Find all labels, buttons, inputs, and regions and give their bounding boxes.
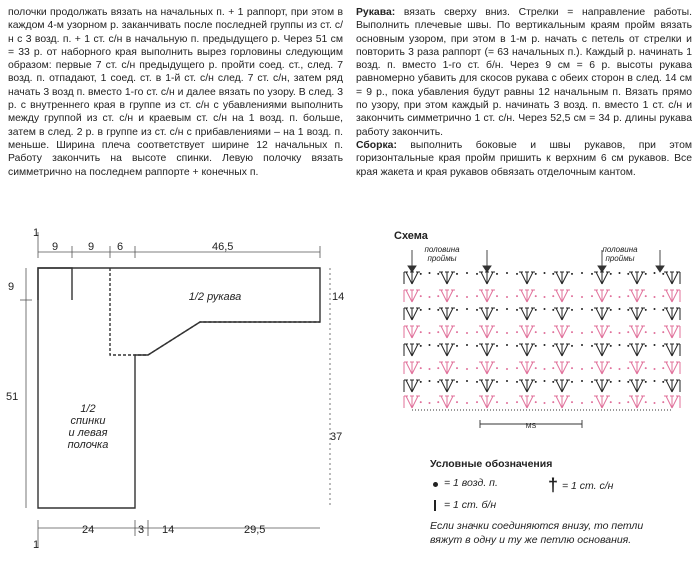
chain-dot bbox=[662, 295, 664, 297]
stitch-group bbox=[629, 396, 645, 408]
chain-dot bbox=[610, 295, 612, 297]
chain-dot bbox=[516, 367, 518, 369]
chain-dot bbox=[456, 309, 458, 311]
dim-top-2: 9 bbox=[88, 241, 95, 253]
dim-right-1: 14 bbox=[332, 291, 345, 303]
chain-dot bbox=[571, 273, 573, 275]
stitch-group bbox=[629, 272, 645, 284]
chain-dot bbox=[645, 367, 647, 369]
stitch-group bbox=[519, 380, 535, 392]
chain-dot bbox=[591, 401, 593, 403]
stitch-group bbox=[554, 396, 570, 408]
chain-dot bbox=[654, 380, 656, 382]
stitch-group bbox=[629, 344, 645, 356]
stitch-group bbox=[519, 344, 535, 356]
chain-dot bbox=[429, 368, 431, 370]
chain-dot bbox=[535, 401, 537, 403]
chain-dot bbox=[619, 380, 621, 382]
chain-dot bbox=[420, 367, 422, 369]
chain-dot bbox=[627, 295, 629, 297]
chain-dot bbox=[456, 367, 458, 369]
sleeves-title: Рукава: bbox=[356, 7, 396, 18]
crochet-chart bbox=[392, 228, 692, 443]
dim-top-4: 46,5 bbox=[212, 241, 234, 253]
chain-dot bbox=[516, 381, 518, 383]
stitch-group bbox=[594, 326, 610, 338]
chain-dot bbox=[619, 344, 621, 346]
chain-dot bbox=[506, 380, 508, 382]
sleeve-label: 1/2 рукава bbox=[188, 291, 242, 303]
chain-dot bbox=[571, 345, 573, 347]
chain-dot bbox=[420, 331, 422, 333]
chain-dot bbox=[654, 332, 656, 334]
chain-dot bbox=[496, 295, 498, 297]
right-instructions bbox=[356, 6, 692, 179]
chain-dot bbox=[506, 368, 508, 370]
left-instructions bbox=[8, 6, 343, 179]
chain-dot bbox=[429, 332, 431, 334]
chain-dot bbox=[516, 273, 518, 275]
chain-dot bbox=[535, 295, 537, 297]
chain-dot bbox=[437, 345, 439, 347]
body-outline bbox=[38, 268, 320, 508]
chain-dot bbox=[544, 332, 546, 334]
chain-dot bbox=[591, 345, 593, 347]
chain-dot bbox=[627, 401, 629, 403]
dim-bottom-1: 24 bbox=[82, 524, 95, 536]
chain-dot bbox=[571, 331, 573, 333]
stitch-group bbox=[594, 272, 610, 284]
chain-dot bbox=[466, 272, 468, 274]
dim-bottom-3: 14 bbox=[162, 524, 175, 536]
dim-left-1: 9 bbox=[8, 281, 15, 293]
chain-dot bbox=[591, 309, 593, 311]
dim-bottom-2: 3 bbox=[138, 524, 145, 536]
garment-schematic bbox=[0, 222, 392, 570]
chain-dot bbox=[506, 296, 508, 298]
chain-dot bbox=[496, 367, 498, 369]
chain-dot bbox=[476, 381, 478, 383]
chain-dot bbox=[437, 381, 439, 383]
chain-dot bbox=[437, 401, 439, 403]
chain-dot bbox=[496, 401, 498, 403]
chain-dot bbox=[610, 401, 612, 403]
stitch-group bbox=[404, 290, 420, 302]
stitch-group bbox=[479, 290, 495, 302]
stitch-group bbox=[479, 308, 495, 320]
stitch-group bbox=[439, 344, 455, 356]
chain-dot bbox=[645, 273, 647, 275]
chain-dot bbox=[420, 381, 422, 383]
stitch-group bbox=[404, 272, 420, 284]
chain-dot bbox=[466, 296, 468, 298]
chain-dot bbox=[420, 401, 422, 403]
chain-dot bbox=[496, 331, 498, 333]
chain-dot bbox=[506, 272, 508, 274]
stitch-group bbox=[664, 380, 680, 392]
repeat-label: MS bbox=[525, 423, 537, 430]
legend-sc-text: = 1 ст. б/н bbox=[444, 499, 497, 511]
chain-dot bbox=[544, 344, 546, 346]
chain-dot bbox=[645, 401, 647, 403]
chain-dot bbox=[466, 332, 468, 334]
stitch-group bbox=[439, 362, 455, 374]
chain-dot bbox=[654, 368, 656, 370]
stitch-group bbox=[629, 290, 645, 302]
chain-dot bbox=[466, 380, 468, 382]
chain-dot bbox=[506, 344, 508, 346]
chain-dot bbox=[506, 308, 508, 310]
chain-dot bbox=[516, 345, 518, 347]
dim-right-2: 37 bbox=[330, 431, 343, 443]
chain-dot bbox=[544, 368, 546, 370]
sleeves-paragraph bbox=[356, 6, 692, 139]
chain-dot bbox=[544, 296, 546, 298]
chain-dot bbox=[535, 345, 537, 347]
stitch-group bbox=[554, 290, 570, 302]
chain-dot bbox=[654, 308, 656, 310]
chain-dot bbox=[420, 273, 422, 275]
chain-dot bbox=[662, 401, 664, 403]
dim-top-3: 6 bbox=[117, 241, 124, 253]
stitch-group bbox=[554, 380, 570, 392]
legend-dc-text: = 1 ст. с/н bbox=[562, 480, 614, 492]
chain-dot bbox=[429, 272, 431, 274]
chain-dot bbox=[476, 367, 478, 369]
legend bbox=[400, 456, 690, 566]
chain-dot bbox=[456, 273, 458, 275]
chain-dot bbox=[662, 309, 664, 311]
stitch-group bbox=[629, 326, 645, 338]
chain-dot bbox=[420, 309, 422, 311]
body-label-3: и левая bbox=[68, 427, 108, 439]
chain-dot bbox=[581, 332, 583, 334]
chain-dot bbox=[581, 402, 583, 404]
chain-dot bbox=[476, 345, 478, 347]
left-text: полочки продолжать вязать на начальных п. + 1 раппорт, при этом в каждом 4-м узорном р. заканчивать после последней группы из ст. с/н с 3 возд. п. + 1 ст. с/н в начальную п. предыдущего р. Через 51 см = 33 р. от наборного края выполнить вырез горловины следующим образом: первые 7 ст. с/н предыдущего р. пройти соед. ст., след. 7 возд. п. отпадают, 1 соед. ст. в 1-й ст. с/н след. 7 ст. с/н, затем ряд начать 3 возд п. вместо 1-го ст. с/н и далее вязать по узору. В след. 3 р. с внутреннего края в группе из ст. с/н с убавлениями выполнить между группой из ст. с/н и краевым ст. с/н на 1 возд. п. больше, затем в след. 2 р. в группе из ст. с/н с прибавлениями – на 1 возд. п. меньше. Ширина плеча соответствует ширине 12 начальных п. Работу закончить на высоте спинки. Левую полочку вязать симметрично на последнем раппорте + конечных п. bbox=[8, 7, 343, 178]
stitch-group bbox=[554, 362, 570, 374]
half-armhole-left-1: половина bbox=[424, 245, 460, 254]
chain-dot bbox=[552, 381, 554, 383]
neck-line bbox=[38, 268, 72, 300]
stitch-group bbox=[479, 380, 495, 392]
dimension-labels bbox=[6, 227, 344, 551]
chain-dot bbox=[429, 380, 431, 382]
stitch-group bbox=[554, 272, 570, 284]
chain-dot bbox=[429, 344, 431, 346]
chain-dot bbox=[535, 331, 537, 333]
stitch-group bbox=[479, 362, 495, 374]
chain-dot bbox=[496, 345, 498, 347]
chain-dot bbox=[654, 296, 656, 298]
chain-dot bbox=[627, 367, 629, 369]
stitch-group bbox=[404, 326, 420, 338]
chain-dot bbox=[476, 295, 478, 297]
stitch-group bbox=[594, 290, 610, 302]
stitch-group bbox=[629, 380, 645, 392]
chain-dot bbox=[645, 309, 647, 311]
chain-dot bbox=[429, 402, 431, 404]
stitch-group bbox=[664, 308, 680, 320]
chain-dot bbox=[627, 331, 629, 333]
chain-dot bbox=[571, 381, 573, 383]
stitch-group bbox=[439, 380, 455, 392]
chain-dot bbox=[496, 273, 498, 275]
legend-chain-text: = 1 возд. п. bbox=[444, 477, 498, 489]
chain-dot bbox=[516, 401, 518, 403]
half-armhole-right-1: половина bbox=[602, 245, 638, 254]
chain-dot bbox=[535, 309, 537, 311]
stitch-group bbox=[594, 396, 610, 408]
chain-dot bbox=[627, 345, 629, 347]
chain-dot bbox=[662, 381, 664, 383]
chain-dot bbox=[662, 367, 664, 369]
double-crochet-icon: † bbox=[548, 475, 559, 495]
chain-dot bbox=[506, 402, 508, 404]
sleeves-text: вязать сверху вниз. Стрелки = направление работы. Выполнить плечевые швы. По вертикальным краям пройм вязать основным узором, при этом в 1-м р. начать с петель от стрелки и повторить 3 раза раппорт (= 63 начальных п.). Каждый р. начинать 1 возд. п. вместо 1-го ст. б/н. Через 9 см = 6 р. высоты рукава равномерно убавить для скосов рукава с обеих сторон в след. 14 см = 9 р., пока убавления будут равны 12 начальным п. Вязать прямо по узору, при этом каждый р. начинать 3 возд. п. вместо 1 ст. с/н и закончить симметрично 1 ст. с/н. Через 52,5 см = 34 р. длины рукава работу закончить. bbox=[356, 7, 692, 138]
stitch-group bbox=[664, 396, 680, 408]
chain-dot bbox=[429, 308, 431, 310]
chain-stitch-icon bbox=[433, 482, 438, 487]
chain-dot bbox=[662, 273, 664, 275]
chain-dot bbox=[552, 331, 554, 333]
chain-dot bbox=[591, 273, 593, 275]
legend-note-line-1: Если значки соединяются внизу, то петли bbox=[430, 520, 644, 532]
chain-dot bbox=[654, 344, 656, 346]
chain-dot bbox=[552, 345, 554, 347]
chain-dot bbox=[627, 309, 629, 311]
single-crochet-icon bbox=[434, 500, 436, 511]
tick-mark-bottom: 1 bbox=[33, 539, 40, 551]
assembly-title: Сборка: bbox=[356, 139, 397, 151]
legend-note-line-2: вяжут в одну и ту же петлю основания. bbox=[430, 534, 632, 546]
legend-title: Условные обозначения bbox=[430, 458, 553, 470]
body-label-1: 1/2 bbox=[80, 403, 96, 415]
stitch-group bbox=[554, 326, 570, 338]
stitch-group bbox=[664, 290, 680, 302]
chain-dot bbox=[544, 272, 546, 274]
stitch-group bbox=[664, 344, 680, 356]
stitch-group bbox=[519, 308, 535, 320]
chart-title: Схема bbox=[394, 230, 428, 242]
chain-dot bbox=[496, 309, 498, 311]
stitch-group bbox=[594, 380, 610, 392]
chain-dot bbox=[456, 295, 458, 297]
stitch-group bbox=[629, 362, 645, 374]
stitch-group bbox=[554, 308, 570, 320]
stitch-group bbox=[519, 290, 535, 302]
stitch-group bbox=[439, 290, 455, 302]
chain-dot bbox=[581, 296, 583, 298]
chain-dot bbox=[619, 272, 621, 274]
stitch-group bbox=[594, 308, 610, 320]
chain-dot bbox=[506, 332, 508, 334]
stitch-group bbox=[519, 362, 535, 374]
chain-dot bbox=[466, 344, 468, 346]
stitch-group bbox=[439, 326, 455, 338]
stitch-group bbox=[479, 344, 495, 356]
body-label-2: спинки bbox=[70, 415, 106, 427]
stitch-group bbox=[554, 344, 570, 356]
chain-dot bbox=[619, 402, 621, 404]
chain-dot bbox=[619, 332, 621, 334]
chain-dot bbox=[535, 273, 537, 275]
chain-dot bbox=[571, 401, 573, 403]
stitch-group bbox=[664, 272, 680, 284]
chain-dot bbox=[645, 381, 647, 383]
chain-dot bbox=[544, 308, 546, 310]
chain-dot bbox=[591, 331, 593, 333]
dim-left-2: 51 bbox=[6, 391, 19, 403]
stitch-group bbox=[629, 308, 645, 320]
chain-dot bbox=[552, 295, 554, 297]
half-armhole-left-2: проймы bbox=[427, 254, 457, 263]
stitch-group bbox=[439, 396, 455, 408]
chain-dot bbox=[610, 367, 612, 369]
stitch-group bbox=[479, 396, 495, 408]
chain-dot bbox=[610, 273, 612, 275]
chain-dot bbox=[535, 367, 537, 369]
chain-dot bbox=[581, 272, 583, 274]
chain-dot bbox=[516, 309, 518, 311]
sleeve-outline bbox=[110, 268, 320, 355]
stitch-group bbox=[664, 362, 680, 374]
stitch-group bbox=[594, 344, 610, 356]
dim-bottom-4: 29,5 bbox=[244, 524, 266, 536]
chain-dot bbox=[645, 295, 647, 297]
chain-dot bbox=[466, 308, 468, 310]
chain-dot bbox=[552, 309, 554, 311]
half-armhole-right-2: проймы bbox=[605, 254, 635, 263]
dim-top-1: 9 bbox=[52, 241, 59, 253]
chain-dot bbox=[544, 380, 546, 382]
chain-dot bbox=[581, 308, 583, 310]
tick-mark-top: 1 bbox=[33, 227, 40, 239]
stitch-group bbox=[594, 362, 610, 374]
chain-dot bbox=[619, 296, 621, 298]
chain-dot bbox=[437, 367, 439, 369]
chain-dot bbox=[627, 273, 629, 275]
stitch-group bbox=[519, 396, 535, 408]
assembly-paragraph bbox=[356, 139, 692, 179]
stitch-group bbox=[404, 308, 420, 320]
chain-dot bbox=[552, 367, 554, 369]
chain-dot bbox=[476, 331, 478, 333]
chain-dot bbox=[591, 295, 593, 297]
chain-dot bbox=[476, 309, 478, 311]
chain-dot bbox=[466, 368, 468, 370]
stitch-group bbox=[519, 272, 535, 284]
stitch-group bbox=[439, 308, 455, 320]
body-label-4: полочка bbox=[67, 439, 109, 451]
chain-dot bbox=[571, 367, 573, 369]
chain-dot bbox=[591, 367, 593, 369]
chart-rows bbox=[404, 272, 680, 408]
chain-dot bbox=[619, 368, 621, 370]
stitch-group bbox=[404, 396, 420, 408]
chain-dot bbox=[645, 345, 647, 347]
chain-dot bbox=[610, 345, 612, 347]
stitch-group bbox=[404, 344, 420, 356]
chain-dot bbox=[437, 309, 439, 311]
chain-dot bbox=[516, 331, 518, 333]
chain-dot bbox=[581, 368, 583, 370]
chain-dot bbox=[581, 344, 583, 346]
chain-dot bbox=[420, 295, 422, 297]
chain-dot bbox=[437, 295, 439, 297]
chain-dot bbox=[466, 402, 468, 404]
chain-dot bbox=[619, 308, 621, 310]
stitch-group bbox=[664, 326, 680, 338]
chain-dot bbox=[429, 296, 431, 298]
chain-dot bbox=[591, 381, 593, 383]
chain-dot bbox=[456, 381, 458, 383]
assembly-text: выполнить боковые и швы рукавов, при этом горизонтальные края пройм пришить к верхним 6 см рукавов. Все края жакета и края рукавов обвязать отделочным кантом. bbox=[356, 139, 692, 178]
chain-dot bbox=[476, 273, 478, 275]
chain-dot bbox=[456, 331, 458, 333]
chain-dot bbox=[437, 273, 439, 275]
stitch-group bbox=[479, 272, 495, 284]
chain-dot bbox=[456, 345, 458, 347]
chain-dot bbox=[645, 331, 647, 333]
chain-dot bbox=[581, 380, 583, 382]
chain-dot bbox=[544, 402, 546, 404]
chain-dot bbox=[610, 309, 612, 311]
stitch-group bbox=[439, 272, 455, 284]
stitch-group bbox=[404, 380, 420, 392]
stitch-group bbox=[479, 326, 495, 338]
chain-dot bbox=[610, 381, 612, 383]
chain-dot bbox=[662, 345, 664, 347]
chain-dot bbox=[654, 272, 656, 274]
stitch-group bbox=[519, 326, 535, 338]
chain-dot bbox=[456, 401, 458, 403]
chain-dot bbox=[516, 295, 518, 297]
chain-dot bbox=[420, 345, 422, 347]
chain-dot bbox=[535, 381, 537, 383]
chain-dot bbox=[476, 401, 478, 403]
chain-dot bbox=[496, 381, 498, 383]
chain-dot bbox=[662, 331, 664, 333]
chain-dot bbox=[654, 402, 656, 404]
chain-dot bbox=[552, 401, 554, 403]
chain-dot bbox=[552, 273, 554, 275]
chain-dot bbox=[627, 381, 629, 383]
stitch-group bbox=[404, 362, 420, 374]
chain-dot bbox=[571, 295, 573, 297]
chain-dot bbox=[437, 331, 439, 333]
chain-dot bbox=[571, 309, 573, 311]
chain-dot bbox=[610, 331, 612, 333]
